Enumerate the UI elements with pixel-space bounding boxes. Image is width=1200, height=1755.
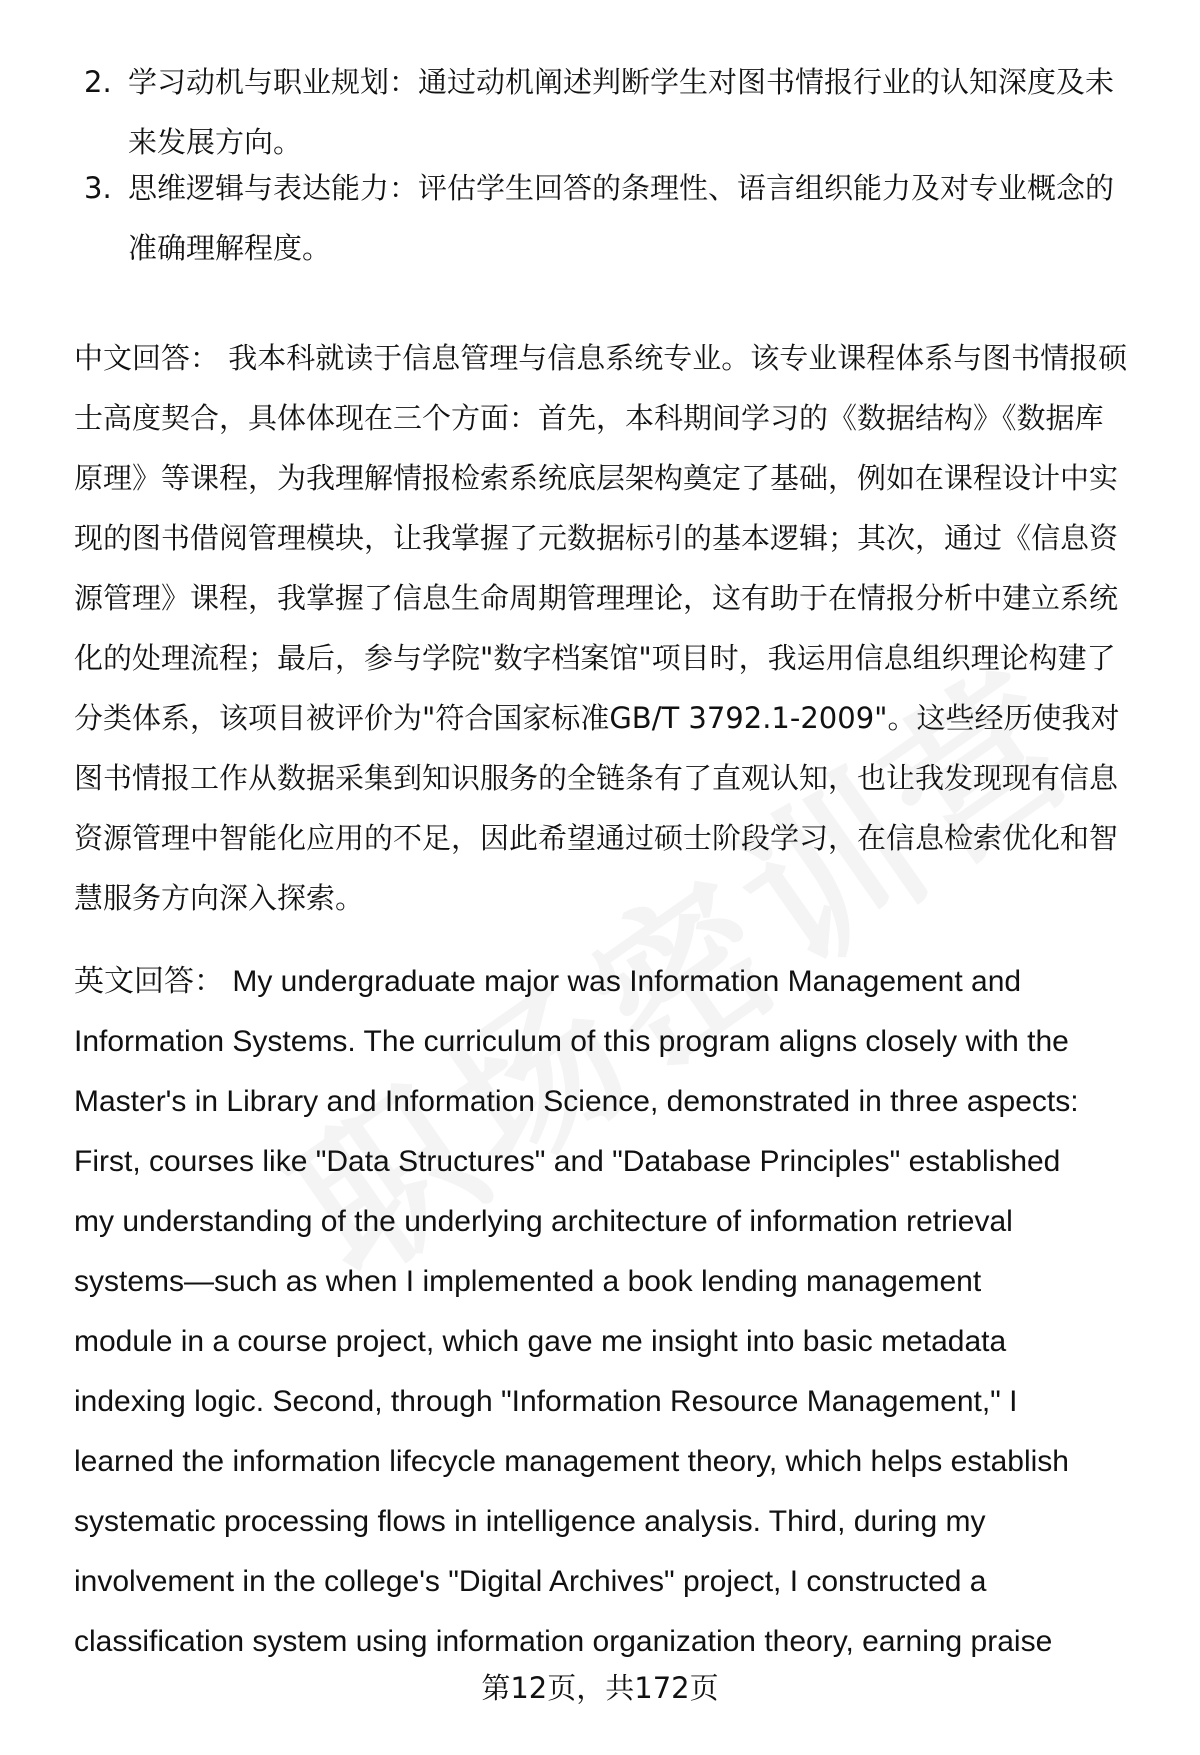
list-item-text: 思维逻辑与表达能力：评估学生回答的条理性、语言组织能力及对专业概念的 准确理解程度。 xyxy=(128,171,1115,265)
list-item xyxy=(84,52,1144,172)
english-answer-paragraph: 英文回答： My undergraduate major was Information Management and Information Systems. The curriculum of this program aligns closely with the Master's in Library and Information Science, demonstrated in three aspects: First, courses like "Data Structures" and "Database Principles" established my understanding of the underlying architecture of information retrieval systems—such as when I implemented a book lending management module in a course project, which gave me insight into basic metadata indexing logic. Second, through "Information Resource Management," I learned the information lifecycle management theory, which helps establish systematic processing flows in intelligence analysis. Third, during my involvement in the college's "Digital Archives" project, I constructed a classification system using information organization theory, earning praise xyxy=(74,965,1079,1658)
chinese-answer-paragraph: 中文回答： 我本科就读于信息管理与信息系统专业。该专业课程体系与图书情报硕 士高度契合，具体体现在三个方面：首先，本科期间学习的《数据结构》《数据库 原理》等课程，为我理解情报检索系统底层架构奠定了基础，例如在课程设计中实 现的图书借阅管理模块，让我掌握了元数据标引的基本逻辑；其次，通过《信息资 源管理》课程，我掌握了信息生命周期管理理论，这有助于在情报分析中建立系统 化的处理流程；最后，参与学院"数字档案馆"项目时，我运用信息组织理论构建了 分类体系，该项目被评价为"符合国家标准GB/T 3792.1-2009"。这些经历使我对 图书情报工作从数据采集到知识服务的全链条有了直观认知，也让我发现现有信息 资源管理中智能化应用的不足，因此希望通过硕士阶段学习，在信息检索优化和智 慧服务方向深入探索。 xyxy=(74,341,1128,915)
list-item xyxy=(84,158,1144,278)
list-item-number: 3. xyxy=(84,171,112,205)
page-number-footer: 第12页，共172页 xyxy=(481,1671,719,1705)
list-item-text: 学习动机与职业规划：通过动机阐述判断学生对图书情报行业的认知深度及未 来发展方向。 xyxy=(128,65,1115,159)
list-item-number: 2. xyxy=(84,65,112,99)
